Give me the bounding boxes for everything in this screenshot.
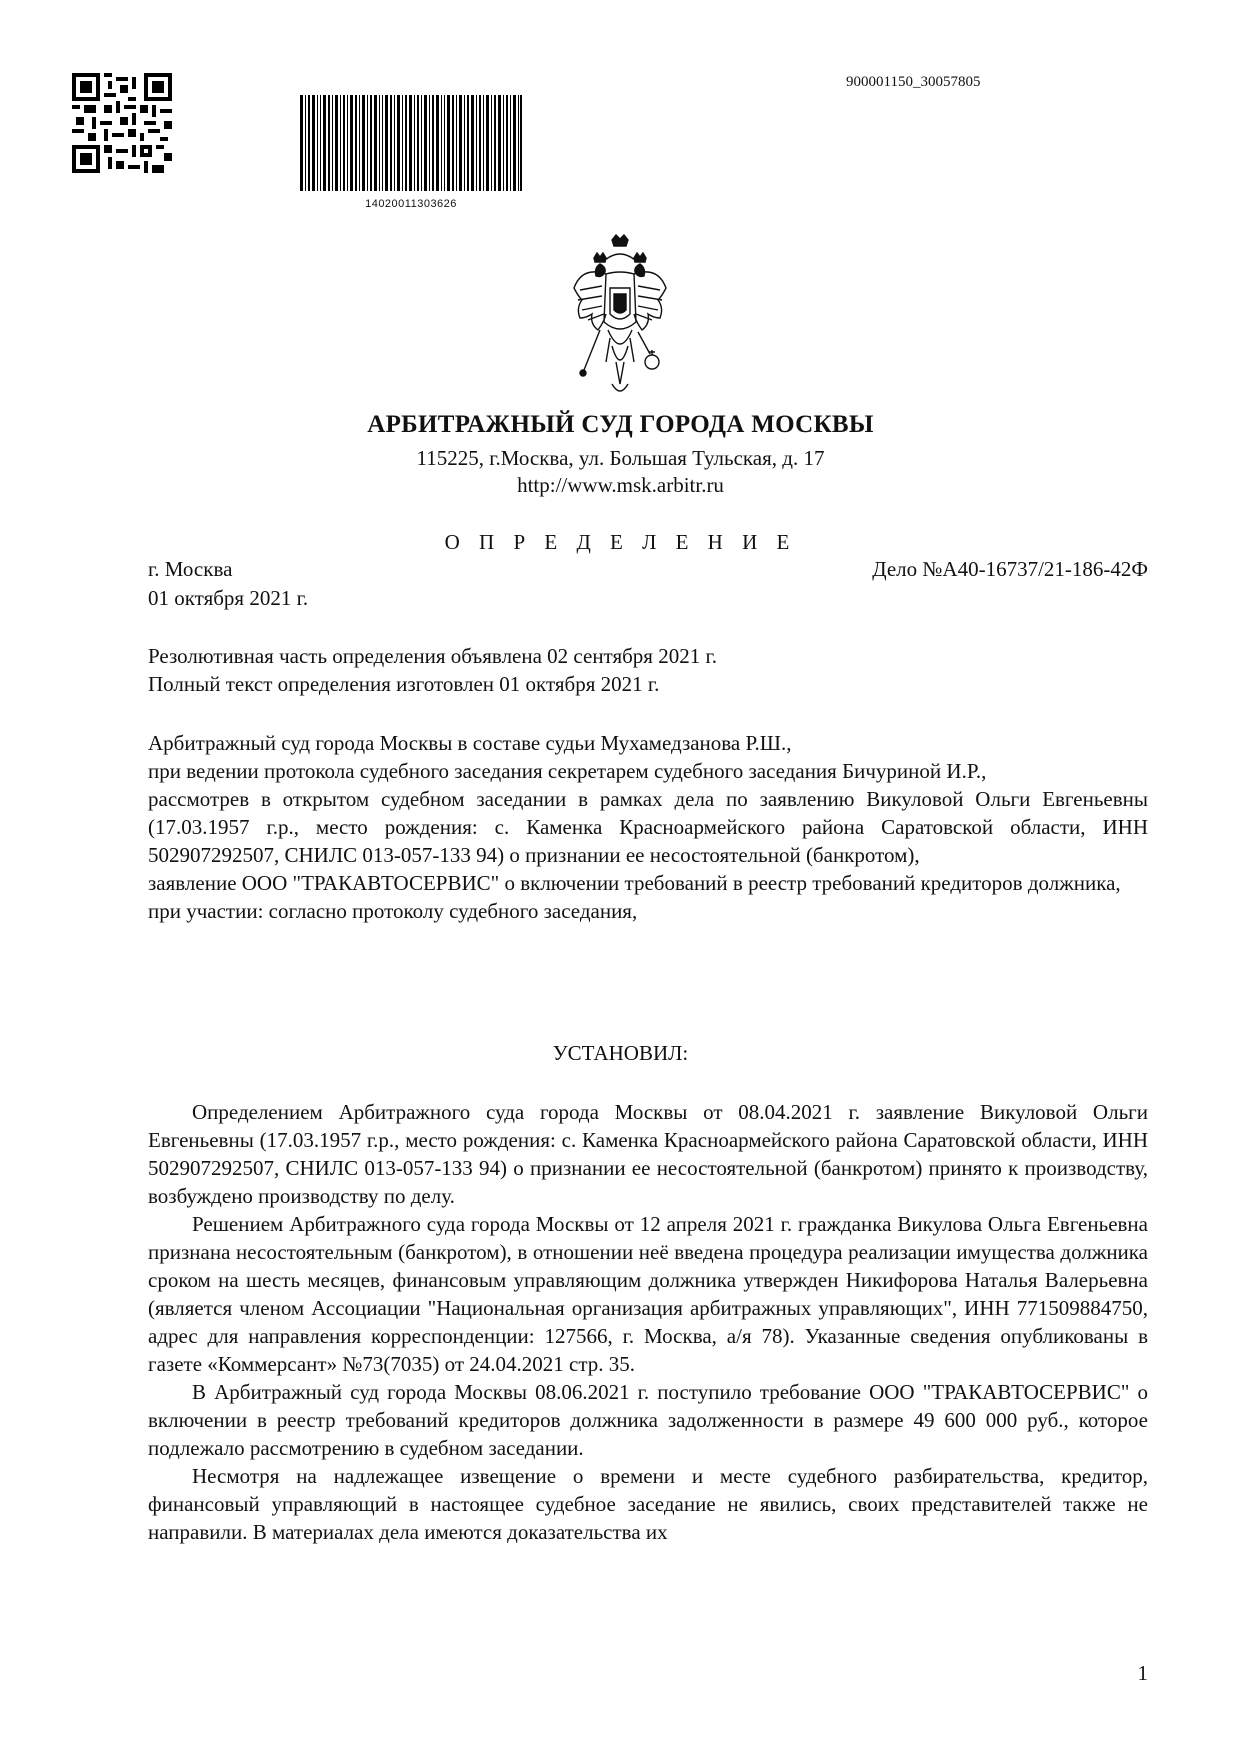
full-text-prepared-line: Полный текст определения изготовлен 01 октября 2021 г. <box>148 672 660 696</box>
court-address: 115225, г.Москва, ул. Большая Тульская, д. 17 <box>416 446 825 470</box>
case-number: Дело №А40-16737/21-186-42Ф <box>872 557 1148 581</box>
body-paragraph: Несмотря на надлежащее извещение о времени и месте судебного разбирательства, кредитор, финансовый управляющий в настоящее судебное заседание не явились, своих представителей также не направили. В материалах дела имеются доказательства их <box>148 1464 1148 1544</box>
intro-paragraph: рассмотрев в открытом судебном заседании в рамках дела по заявлению Викуловой Ольги Евгеньевны (17.03.1957 г.р., место рождения: с. Каменка Красноармейского района Саратовской области, ИНН 502907292507, СНИЛС 013-057-133 94) о признании ее несостоятельной (банкротом), <box>148 787 1148 867</box>
barcode-number: 14020011303626 <box>365 198 457 210</box>
barcode <box>300 95 522 191</box>
page-number: 1 <box>1137 1661 1148 1685</box>
court-website: http://www.msk.arbitr.ru <box>517 473 724 497</box>
document-id: 900001150_30057805 <box>846 74 981 90</box>
body-paragraph: Решением Арбитражного суда города Москвы от 12 апреля 2021 г. гражданка Викулова Ольга Евгеньевна признана несостоятельным (банкротом), в отношении неё введена процедура реализации имущества должника сроком на шесть месяцев, финансовым управляющим должника утвержден Никифорова Наталья Валерьевна (является членом Ассоциации "Национальная организация арбитражных управляющих", ИНН 771509884750, адрес для направления корреспонденции: 127566, г. Москва, а/я 78). Указанные сведения опубликованы в газете «Коммерсант» №73(7035) от 24.04.2021 стр. 35. <box>148 1212 1148 1376</box>
coat-of-arms-emblem <box>572 234 668 404</box>
intro-section <box>148 729 1148 925</box>
city: г. Москва <box>148 557 233 581</box>
intro-paragraph: Арбитражный суд города Москвы в составе судьи Мухамедзанова Р.Ш., <box>148 731 792 755</box>
document-date: 01 октября 2021 г. <box>148 586 309 610</box>
intro-paragraph: при участии: согласно протоколу судебного заседания, <box>148 899 638 923</box>
resolution-announced-line: Резолютивная часть определения объявлена 02 сентября 2021 г. <box>148 644 717 668</box>
body-section <box>148 1098 1148 1546</box>
body-paragraph: В Арбитражный суд города Москвы 08.06.2021 г. поступило требование ООО "ТРАКАВТОСЕРВИС" о включении в реестр требований кредиторов должника задолженности в размере 49 600 000 руб., которое подлежало рассмотрению в судебном заседании. <box>148 1380 1148 1460</box>
section-heading: УСТАНОВИЛ: <box>552 1041 689 1065</box>
qr-code <box>72 73 172 173</box>
document-type: О П Р Е Д Е Л Е Н И Е <box>444 530 797 554</box>
intro-paragraph: заявление ООО "ТРАКАВТОСЕРВИС" о включении требований в реестр требований кредиторов должника, <box>148 871 1121 895</box>
intro-paragraph: при ведении протокола судебного заседания секретарем судебного заседания Бичуриной И.Р., <box>148 759 987 783</box>
body-paragraph: Определением Арбитражного суда города Москвы от 08.04.2021 г. заявление Викуловой Ольги Евгеньевны (17.03.1957 г.р., место рождения: с. Каменка Красноармейского района Саратовской области, ИНН 502907292507, СНИЛС 013-057-133 94) о признании ее несостоятельной (банкротом) принято к производству, возбуждено производству по делу. <box>148 1100 1148 1208</box>
court-name: АРБИТРАЖНЫЙ СУД ГОРОДА МОСКВЫ <box>367 411 874 438</box>
